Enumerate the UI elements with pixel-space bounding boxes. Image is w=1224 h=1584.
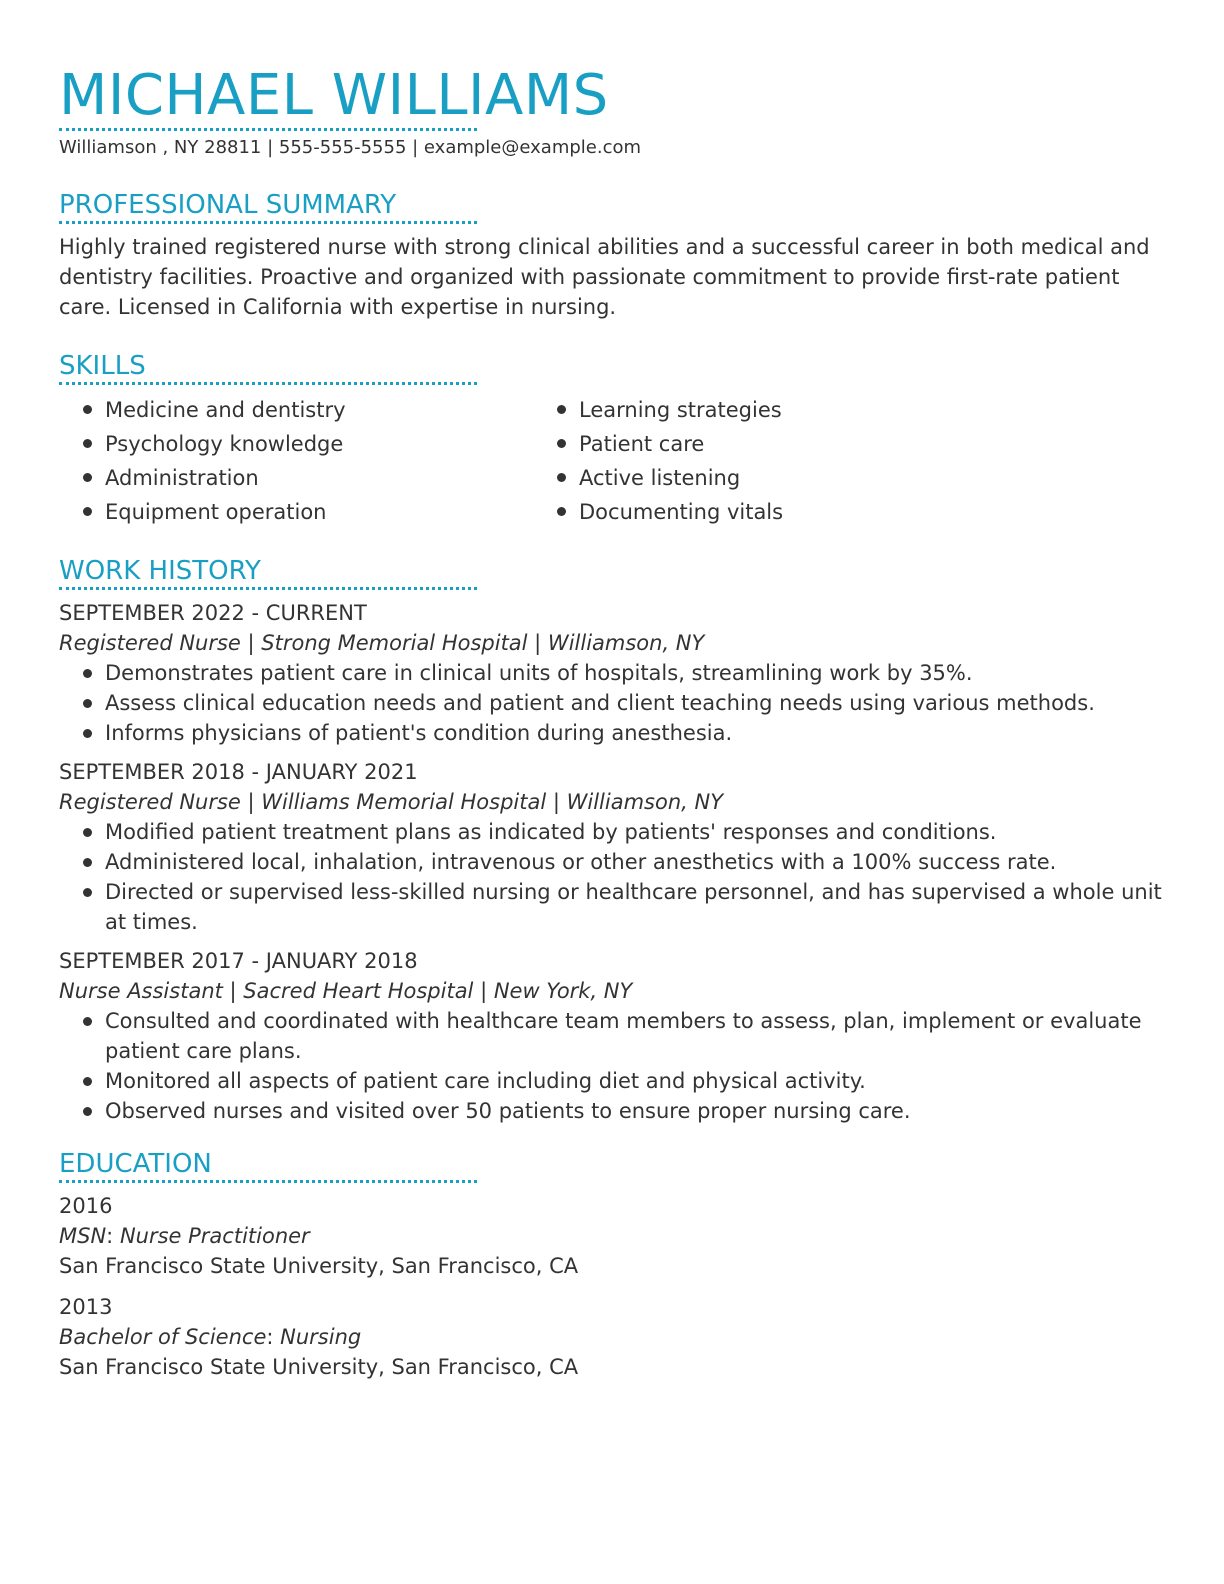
- education-section: [59, 1148, 1169, 1382]
- education-degree-line: Bachelor of Science: Nursing: [59, 1325, 362, 1349]
- skills-divider: [59, 382, 477, 385]
- education-degree-line: MSN: Nurse Practitioner: [59, 1224, 310, 1248]
- job-entry: [59, 946, 1169, 1126]
- job-bullet: Administered local, inhalation, intravenous or other anesthetics with a 100% success rate.: [81, 847, 1169, 877]
- education-degree: Bachelor of Science: [59, 1325, 267, 1349]
- skill-item: Equipment operation: [81, 495, 545, 529]
- summary-heading: PROFESSIONAL SUMMARY: [59, 190, 397, 220]
- skill-item: Active listening: [555, 461, 783, 495]
- education-entry: [59, 1191, 1169, 1281]
- job-entry: [59, 598, 1169, 748]
- job-bullet: Directed or supervised less-skilled nursing or healthcare personnel, and has supervised a whole unit at times.: [81, 877, 1169, 937]
- education-divider: [59, 1180, 477, 1183]
- job-title: Nurse Assistant | Sacred Heart Hospital | New York, NY: [59, 979, 633, 1003]
- resume-page: [59, 64, 1169, 1393]
- job-bullet: Monitored all aspects of patient care including diet and physical activity.: [81, 1066, 1169, 1096]
- skill-item: Psychology knowledge: [81, 427, 545, 461]
- job-bullet: Informs physicians of patient's condition during anesthesia.: [81, 718, 1169, 748]
- education-field: Nursing: [280, 1325, 362, 1349]
- education-degree: MSN: [59, 1224, 107, 1248]
- job-bullets: [59, 817, 1169, 937]
- skills-column-right: [545, 393, 783, 529]
- job-bullet: Assess clinical education needs and patient and client teaching needs using various methods.: [81, 688, 1169, 718]
- skills-list: [59, 393, 1169, 529]
- education-year: 2016: [59, 1194, 113, 1218]
- job-title: Registered Nurse | Strong Memorial Hospital | Williamson, NY: [59, 631, 705, 655]
- candidate-name: MICHAEL WILLIAMS: [59, 63, 609, 128]
- contact-line: Williamson , NY 28811 | 555-555-5555 | example@example.com: [59, 137, 642, 158]
- job-bullet: Consulted and coordinated with healthcare team members to assess, plan, implement or evaluate patient care plans.: [81, 1006, 1169, 1066]
- job-dates: SEPTEMBER 2018 - JANUARY 2021: [59, 760, 418, 784]
- skills-column-left: [59, 393, 545, 529]
- work-history-section: [59, 555, 1169, 1126]
- skills-heading: SKILLS: [59, 351, 146, 381]
- job-title: Registered Nurse | Williams Memorial Hospital | Williamson, NY: [59, 790, 724, 814]
- skill-item: Documenting vitals: [555, 495, 783, 529]
- education-heading: EDUCATION: [59, 1149, 212, 1179]
- job-dates: SEPTEMBER 2022 - CURRENT: [59, 601, 367, 625]
- education-school: San Francisco State University, San Francisco, CA: [59, 1355, 579, 1379]
- education-entry: [59, 1292, 1169, 1382]
- work-history-divider: [59, 587, 477, 590]
- summary-section: [59, 189, 1169, 322]
- skills-section: [59, 350, 1169, 529]
- summary-text: Highly trained registered nurse with strong clinical abilities and a successful career in both medical and dentistry facilities. Proactive and organized with passionate commitment to provide first-rate patient care. Licensed in California with expertise in nursing.: [59, 235, 1150, 319]
- job-dates: SEPTEMBER 2017 - JANUARY 2018: [59, 949, 418, 973]
- skill-item: Administration: [81, 461, 545, 495]
- skill-item: Learning strategies: [555, 393, 783, 427]
- job-bullet: Demonstrates patient care in clinical units of hospitals, streamlining work by 35%.: [81, 658, 1169, 688]
- education-field: Nurse Practitioner: [119, 1224, 310, 1248]
- job-entry: [59, 757, 1169, 937]
- job-bullet: Modified patient treatment plans as indicated by patients' responses and conditions.: [81, 817, 1169, 847]
- name-divider: [59, 128, 477, 131]
- work-history-heading: WORK HISTORY: [59, 556, 261, 586]
- summary-divider: [59, 221, 477, 224]
- job-bullets: [59, 658, 1169, 748]
- job-bullet: Observed nurses and visited over 50 patients to ensure proper nursing care.: [81, 1096, 1169, 1126]
- skill-item: Medicine and dentistry: [81, 393, 545, 427]
- job-bullets: [59, 1006, 1169, 1126]
- education-year: 2013: [59, 1295, 113, 1319]
- skill-item: Patient care: [555, 427, 783, 461]
- education-school: San Francisco State University, San Francisco, CA: [59, 1254, 579, 1278]
